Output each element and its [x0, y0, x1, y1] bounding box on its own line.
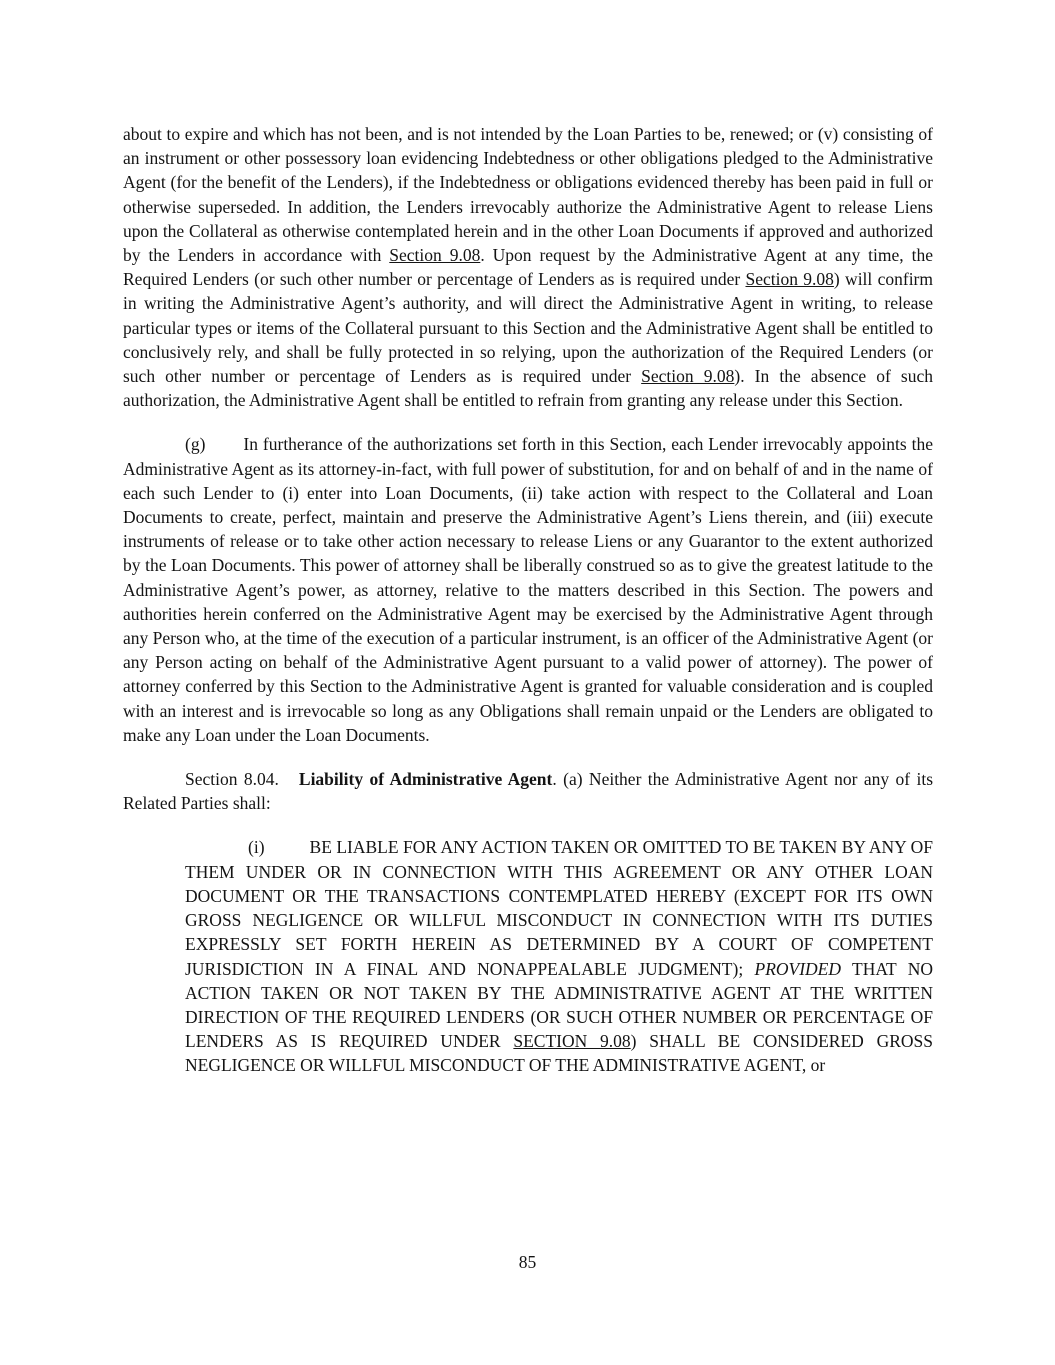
proviso-term: PROVIDED [754, 958, 842, 979]
text-segment: . Upon request by the Administrative Agent at any time, the Required Lenders (or such other number or percentage of Lenders as is required under [123, 245, 933, 290]
text-segment: ) will confirm in writing the Administrative Agent’s authority, and will direct the Administrative Agent in writing, to release particular types or items of the Collateral pursuant to this Section and the Administrative Agent shall be entitled to conclusively rely, and shall be fully protected in so relying, upon the authorization of the Required Lenders (or such other number or percentage of Lenders as is required under [123, 269, 933, 387]
text-segment: In furtherance of the authorizations set forth in this Section, each Lender irrevocably appoints the Administrative Agent as its attorney-in-fact, with full power of substitution, for and on behalf of and in the name of each such Lender to (i) enter into Loan Documents, (ii) take action with respect to the Collateral and Loan Documents to create, perfect, maintain and preserve the Administrative Agent’s Liens therein, and (iii) execute instruments of release or to take other action necessary to release Liens or any Guarantor to the extent authorized by the Loan Documents. This power of attorney shall be liberally construed so as to give the greatest latitude to the Administrative Agent’s power, as attorney, relative to the matters described in this Section. The powers and authorities herein conferred on the Administrative Agent may be exercised by the Administrative Agent through any Person who, at the time of the execution of a particular instrument, is an officer of the Administrative Agent (or any Person acting on behalf of the Administrative Agent pursuant to a valid power of attorney). The power of attorney conferred by this Section to the Administrative Agent is granted for valuable consideration and is coupled with an interest and is irrevocable so long as any Obligations shall remain unpaid or the Lenders are obligated to make any Loan under the Loan Documents. [123, 434, 933, 745]
text-segment: BE LIABLE FOR ANY ACTION TAKEN OR OMITTED TO BE TAKEN BY ANY OF THEM UNDER OR IN CONNECTION WITH THIS AGREEMENT OR ANY OTHER LOAN DOCUMENT OR THE TRANSACTIONS CONTEMPLATED HEREBY (EXCEPT FOR ITS OWN GROSS NEGLIGENCE OR WILLFUL MISCONDUCT IN CONNECTION WITH ITS DUTIES EXPRESSLY SET FORTH HEREIN AS DETERMINED BY A COURT OF COMPETENT JURISDICTION IN A FINAL AND NONAPPEALABLE JUDGMENT); [185, 837, 933, 979]
paragraph-clause-i [185, 835, 933, 1077]
page-number: 85 [518, 1252, 537, 1272]
section-reference: Section 9.08 [745, 269, 834, 290]
text-segment: Section 8.04. [185, 769, 279, 790]
section-heading: Liability of Administrative Agent [298, 769, 553, 790]
section-reference: Section 9.08 [641, 366, 735, 387]
text-segment: about to expire and which has not been, and is not intended by the Loan Parties to be, renewed; or (v) consisting of an instrument or other possessory loan evidencing Indebtedness or other obligations pledged to the Administrative Agent (for the benefit of the Lenders), if the Indebtedness or obligations evidenced thereby has been paid in full or otherwise superseded. In addition, the Lenders irrevocably authorize the Administrative Agent to release Liens upon the Collateral as otherwise contemplated herein and in the other Loan Documents if approved and authorized by the Lenders in accordance with [123, 124, 933, 266]
text-segment: ). In the absence of such authorization, the Administrative Agent shall be entitled to refrain from granting any release under this Section. [123, 366, 934, 411]
section-reference: Section 9.08 [389, 245, 481, 266]
paragraph-section-8-04 [123, 767, 933, 815]
paragraph-clause-g [123, 432, 933, 747]
text-segment: ) SHALL BE CONSIDERED GROSS NEGLIGENCE OR WILLFUL MISCONDUCT OF THE ADMINISTRATIVE AGENT, or [185, 1031, 933, 1076]
section-reference: SECTION 9.08 [513, 1031, 631, 1052]
text-segment: (g) [185, 434, 206, 455]
text-segment: . (a) Neither the Administrative Agent nor any of its Related Parties shall: [123, 769, 933, 814]
text-segment: (i) [248, 837, 265, 858]
text-segment: THAT NO ACTION TAKEN OR NOT TAKEN BY THE ADMINISTRATIVE AGENT AT THE WRITTEN DIRECTION OF THE REQUIRED LENDERS (OR SUCH OTHER NUMBER OR PERCENTAGE OF LENDERS AS IS REQUIRED UNDER [185, 958, 933, 1052]
paragraph-continuation [123, 122, 933, 412]
document-body [123, 122, 933, 1078]
